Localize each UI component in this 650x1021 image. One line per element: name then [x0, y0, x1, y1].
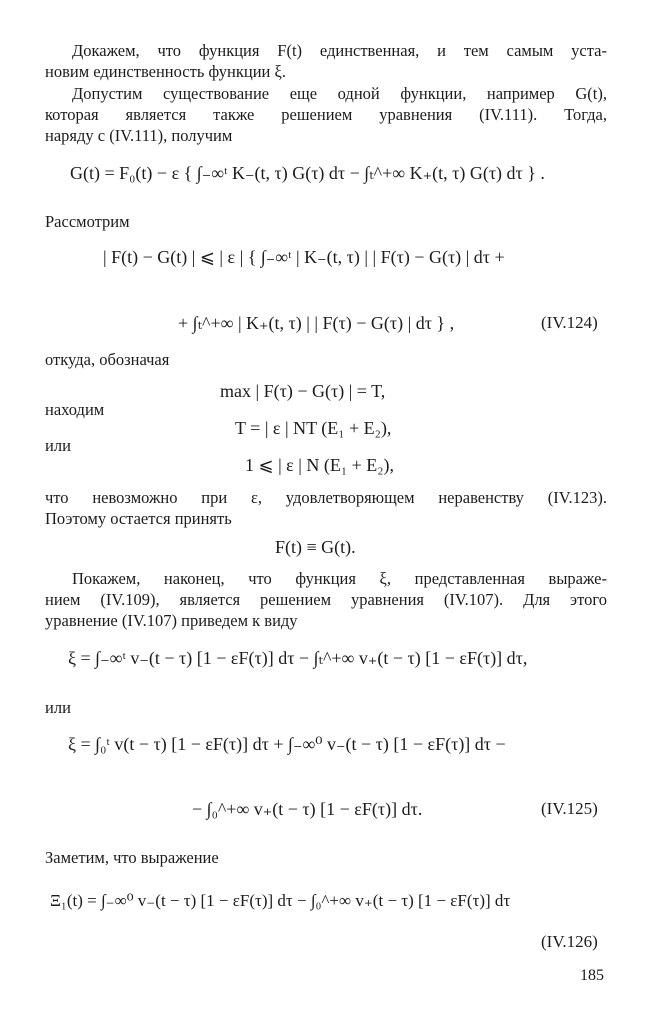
paragraph-4-line-3: уравнение (IV.107) приведем к виду [45, 611, 298, 630]
xi-equation-1: ξ = ∫₋∞ᵗ v₋(t − τ) [1 − εF(τ)] dτ − ∫ₜ^+∞ v₊(t − τ) [1 − εF(τ)] dτ, [68, 648, 528, 668]
we-find-label: находим [45, 400, 105, 419]
paragraph-2-line-2: которая является также решением уравнения (IV.111). Тогда, [45, 105, 607, 124]
equation-124-line-2: + ∫ₜ^+∞ | K₊(t, τ) | | F(τ) − G(τ) | dτ } , [178, 313, 455, 333]
or-label-2: или [45, 698, 71, 717]
T-equation: T = | ε | NT (E₁ + E₂), [235, 418, 392, 438]
paragraph-1-line-2: новим единственность функции ξ. [45, 62, 286, 81]
xi-equation-2-line-2: − ∫₀^+∞ v₊(t − τ) [1 − εF(τ)] dτ. [192, 799, 423, 819]
note-label: Заметим, что выражение [45, 848, 219, 867]
equation-G: G(t) = F₀(t) − ε { ∫₋∞ᵗ K₋(t, τ) G(τ) dτ − ∫ₜ^+∞ K₊(t, τ) G(τ) dτ } . [70, 163, 545, 183]
Xi1-equation: Ξ₁(t) = ∫₋∞⁰ v₋(t − τ) [1 − εF(τ)] dτ − ∫₀^+∞ v₊(t − τ) [1 − εF(τ)] dτ [50, 891, 511, 910]
inequality: 1 ⩽ | ε | N (E₁ + E₂), [245, 455, 395, 475]
whence-label: откуда, обозначая [45, 350, 170, 369]
consider-label: Рассмотрим [45, 212, 130, 231]
equation-124-line-1: | F(t) − G(t) | ⩽ | ε | { ∫₋∞ᵗ | K₋(t, τ) | | F(τ) − G(τ) | dτ + [103, 247, 505, 267]
page-number: 185 [580, 967, 604, 984]
max-definition: max | F(τ) − G(τ) | = T, [220, 381, 386, 401]
paragraph-2-line-1: Допустим существование еще одной функции, например G(t), [72, 84, 607, 103]
paragraph-4-line-2: нием (IV.109), является решением уравнения (IV.107). Для этого [45, 590, 607, 609]
paragraph-4-line-1: Покажем, наконец, что функция ξ, представленная выраже- [72, 569, 607, 588]
or-label-1: или [45, 436, 71, 455]
equation-label-126: (IV.126) [541, 932, 598, 951]
identity-equation: F(t) ≡ G(t). [275, 537, 356, 557]
equation-label-125: (IV.125) [541, 799, 598, 818]
xi-equation-2-line-1: ξ = ∫₀ᵗ v(t − τ) [1 − εF(τ)] dτ + ∫₋∞⁰ v₋(t − τ) [1 − εF(τ)] dτ − [68, 734, 506, 754]
paragraph-1-line-1: Докажем, что функция F(t) единственная, и тем самым уста- [72, 41, 607, 60]
paragraph-2-line-3: наряду с (IV.111), получим [45, 126, 233, 145]
equation-label-124: (IV.124) [541, 313, 598, 332]
paragraph-3-line-2: Поэтому остается принять [45, 509, 232, 528]
paragraph-3-line-1: что невозможно при ε, удовлетворяющем неравенству (IV.123). [45, 488, 607, 507]
